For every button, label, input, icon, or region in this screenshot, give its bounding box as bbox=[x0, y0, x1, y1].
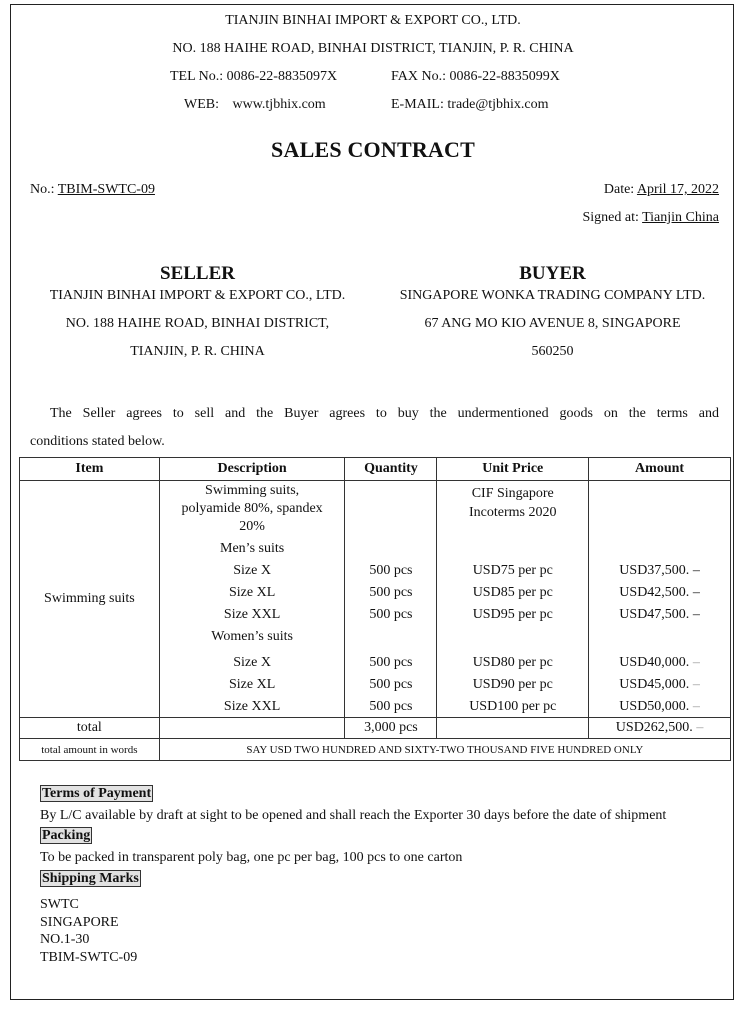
packing-heading bbox=[40, 828, 92, 844]
description-text bbox=[160, 482, 345, 536]
shipping-mark-line: SWTC bbox=[40, 897, 79, 912]
description-line-3: 20% bbox=[239, 519, 265, 534]
header-item: Item bbox=[20, 458, 160, 481]
total-amount-number: USD262,500. bbox=[615, 720, 693, 735]
total-label: total bbox=[20, 718, 160, 739]
mens-suits-label: Men’s suits bbox=[220, 541, 285, 556]
womens-suits-label: Women’s suits bbox=[211, 629, 293, 644]
payment-text: By L/C available by draft at sight to be opened and shall reach the Exporter 30 days before the date of shipment bbox=[40, 808, 667, 823]
unit-price-value: USD75 per pc bbox=[472, 563, 553, 578]
signed-at-label: Signed at: bbox=[582, 210, 639, 225]
company-name: TIANJIN BINHAI IMPORT & EXPORT CO., LTD. bbox=[225, 13, 521, 28]
words-label: total amount in words bbox=[20, 739, 160, 761]
tel-label: TEL No.: bbox=[170, 69, 224, 84]
total-amount bbox=[589, 718, 731, 739]
shipping-mark-line: NO.1-30 bbox=[40, 932, 90, 947]
intro-line-2: conditions stated below. bbox=[30, 434, 165, 449]
packing-heading-text: Packing bbox=[42, 828, 91, 843]
size-label: Size XXL bbox=[223, 699, 281, 714]
words-value: SAY USD TWO HUNDRED AND SIXTY-TWO THOUSAND FIVE HUNDRED ONLY bbox=[159, 739, 730, 761]
item-name: Swimming suits bbox=[44, 591, 135, 606]
total-row bbox=[20, 718, 731, 739]
fax-label: FAX No.: bbox=[391, 69, 446, 84]
signed-at-value: Tianjin China bbox=[642, 210, 719, 225]
seller-heading: SELLER bbox=[160, 263, 235, 284]
amount-number: USD47,500. bbox=[619, 607, 690, 622]
words-row bbox=[20, 739, 731, 761]
tel-value: 0086-22-8835097X bbox=[226, 69, 338, 84]
table-header-row bbox=[20, 458, 731, 481]
price-terms-line-1: CIF Singapore bbox=[471, 486, 554, 501]
unit-price-value: USD85 per pc bbox=[472, 585, 553, 600]
unit-price-value: USD100 per pc bbox=[469, 699, 557, 714]
company-web bbox=[184, 97, 326, 113]
size-label: Size X bbox=[233, 655, 271, 670]
total-unit-price-empty bbox=[437, 718, 589, 739]
amount-value bbox=[589, 585, 730, 601]
seller-line-1: TIANJIN BINHAI IMPORT & EXPORT CO., LTD. bbox=[49, 288, 346, 303]
packing-text: To be packed in transparent poly bag, one pc per bag, 100 pcs to one carton bbox=[40, 850, 463, 865]
amount-dash: – bbox=[692, 655, 700, 670]
amount-dash: – bbox=[692, 563, 700, 578]
date-label: Date: bbox=[603, 182, 635, 197]
shipping-marks-heading-text: Shipping Marks bbox=[42, 871, 139, 886]
quantity-value: 500 pcs bbox=[369, 585, 413, 600]
shipping-mark-line: TBIM-SWTC-09 bbox=[40, 949, 138, 965]
amount-value bbox=[589, 655, 730, 671]
amount-value bbox=[589, 607, 730, 623]
quantity-cell bbox=[345, 481, 437, 718]
size-label: Size XL bbox=[228, 677, 276, 692]
amount-value bbox=[589, 563, 730, 579]
table-row bbox=[20, 481, 731, 718]
email-label: E-MAIL: bbox=[391, 97, 444, 112]
amount-dash: – bbox=[692, 607, 700, 622]
unit-price-cell bbox=[437, 481, 589, 718]
size-label: Size X bbox=[233, 563, 271, 578]
unit-price-value: USD95 per pc bbox=[472, 607, 553, 622]
fax-value: 0086-22-8835099X bbox=[449, 69, 560, 84]
shipping-mark-line: SINGAPORE bbox=[40, 914, 119, 930]
amount-number: USD42,500. bbox=[619, 585, 690, 600]
date-value: April 17, 2022 bbox=[636, 182, 719, 197]
payment-heading bbox=[40, 786, 153, 802]
buyer-line-1: SINGAPORE WONKA TRADING COMPANY LTD. bbox=[399, 288, 706, 303]
total-description-empty bbox=[159, 718, 345, 739]
unit-price-value: USD90 per pc bbox=[472, 677, 553, 692]
description-line-1: Swimming suits, bbox=[205, 483, 300, 498]
amount-dash: – bbox=[692, 585, 700, 600]
shipping-marks-heading bbox=[40, 871, 141, 887]
shipping-marks bbox=[40, 896, 137, 966]
item-cell bbox=[20, 481, 160, 718]
header-amount: Amount bbox=[589, 458, 731, 481]
company-email bbox=[391, 97, 549, 113]
description-cell bbox=[159, 481, 345, 718]
amount-value bbox=[589, 699, 730, 715]
buyer-heading: BUYER bbox=[519, 263, 586, 284]
header-quantity: Quantity bbox=[345, 458, 437, 481]
goods-table bbox=[19, 457, 731, 761]
contract-number-value: TBIM-SWTC-09 bbox=[57, 182, 155, 197]
signed-at bbox=[582, 210, 719, 226]
contract-number bbox=[30, 182, 155, 198]
contract-number-label: No.: bbox=[30, 182, 55, 197]
amount-cell bbox=[589, 481, 731, 718]
amount-number: USD37,500. bbox=[619, 563, 690, 578]
description-line-2: polyamide 80%, spandex bbox=[181, 501, 323, 516]
buyer-line-3: 560250 bbox=[531, 344, 574, 359]
payment-heading-text: Terms of Payment bbox=[42, 786, 152, 801]
web-value: www.tjbhix.com bbox=[232, 97, 326, 112]
amount-number: USD45,000. bbox=[619, 677, 690, 692]
quantity-value: 500 pcs bbox=[369, 699, 413, 714]
contract-date bbox=[604, 182, 719, 198]
quantity-value: 500 pcs bbox=[369, 563, 413, 578]
size-label: Size XL bbox=[228, 585, 276, 600]
document-title: SALES CONTRACT bbox=[271, 137, 475, 162]
seller-block bbox=[26, 263, 369, 360]
amount-dash: – bbox=[692, 699, 700, 714]
web-label: WEB: bbox=[184, 97, 219, 112]
size-label: Size XXL bbox=[223, 607, 281, 622]
amount-value bbox=[589, 677, 730, 693]
buyer-line-2: 67 ANG MO KIO AVENUE 8, SINGAPORE bbox=[424, 316, 681, 331]
intro-line-1: The Seller agrees to sell and the Buyer agrees to buy the undermentioned goods on the terms and bbox=[50, 406, 719, 421]
amount-number: USD50,000. bbox=[619, 699, 690, 714]
seller-line-3: TIANJIN, P. R. CHINA bbox=[130, 344, 265, 359]
amount-number: USD40,000. bbox=[619, 655, 690, 670]
unit-price-value: USD80 per pc bbox=[472, 655, 553, 670]
header-unit-price: Unit Price bbox=[437, 458, 589, 481]
total-amount-dash: – bbox=[696, 720, 704, 735]
quantity-value: 500 pcs bbox=[369, 677, 413, 692]
company-tel bbox=[170, 69, 337, 85]
header-description: Description bbox=[159, 458, 345, 481]
email-value: trade@tjbhix.com bbox=[447, 97, 549, 112]
price-terms-line-2: Incoterms 2020 bbox=[469, 505, 557, 520]
buyer-block bbox=[381, 263, 724, 360]
company-fax bbox=[391, 69, 560, 85]
quantity-value: 500 pcs bbox=[369, 655, 413, 670]
price-terms bbox=[437, 484, 588, 522]
amount-dash: – bbox=[692, 677, 700, 692]
total-quantity: 3,000 pcs bbox=[345, 718, 437, 739]
quantity-value: 500 pcs bbox=[369, 607, 413, 622]
company-address: NO. 188 HAIHE ROAD, BINHAI DISTRICT, TIANJIN, P. R. CHINA bbox=[172, 41, 574, 56]
seller-line-2: NO. 188 HAIHE ROAD, BINHAI DISTRICT, bbox=[65, 316, 330, 331]
